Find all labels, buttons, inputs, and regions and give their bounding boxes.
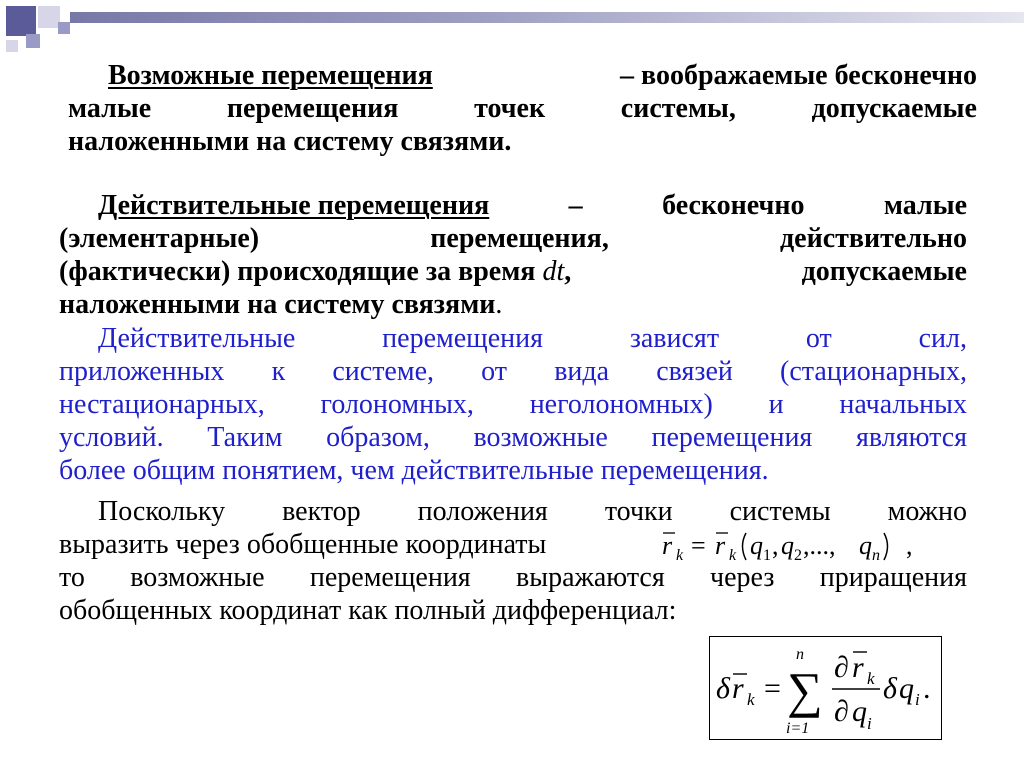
sum-upper-limit: n	[796, 646, 804, 663]
symbol-q: q	[750, 531, 763, 560]
word: перемещения	[651, 422, 813, 453]
word: от	[805, 323, 832, 354]
equals-sign: =	[691, 531, 706, 560]
p3-line-4	[59, 421, 967, 454]
position-vector-formula	[660, 526, 960, 571]
word: являются	[855, 422, 967, 453]
p2-line-3	[59, 255, 967, 288]
subscript-k: k	[867, 669, 875, 688]
word: точек	[474, 93, 546, 124]
word: допускаемые	[801, 256, 967, 287]
p1-line-2	[68, 92, 977, 125]
p2-line-4: наложенными на систему связями.	[59, 289, 503, 320]
word: можно	[887, 496, 967, 527]
variable-dt: dt	[542, 256, 565, 287]
symbol-r: r	[852, 651, 864, 684]
word: системы	[729, 496, 831, 527]
word: условий.	[59, 422, 164, 453]
symbol-r: r	[715, 531, 726, 560]
word: действительно	[780, 223, 967, 254]
subscript-i: i	[867, 714, 872, 733]
p2-line-1	[59, 189, 967, 222]
word: перемещения	[309, 562, 471, 593]
period: .	[923, 672, 931, 705]
word: то	[59, 562, 85, 593]
word: неголономных)	[529, 389, 713, 420]
word: зависят	[629, 323, 720, 354]
word: связей	[656, 356, 733, 387]
term-actual-displacements: Действительные перемещения	[98, 190, 490, 221]
subscript-n: n	[872, 547, 880, 564]
total-differential-formula-box	[709, 636, 942, 740]
ellipsis: ,...,	[803, 531, 836, 560]
header-square-large	[6, 6, 36, 36]
word: малые	[883, 190, 967, 221]
word: через	[710, 562, 775, 593]
equals-sign: =	[764, 672, 781, 705]
word: перемещения	[226, 93, 399, 124]
text: (фактически) происходящие за время	[59, 256, 536, 287]
word: к	[271, 356, 286, 387]
p3-line-1	[59, 322, 967, 355]
word: системы,	[620, 93, 736, 124]
word: выражаются	[516, 562, 665, 593]
p4-line-1	[59, 495, 967, 528]
word: нестационарных,	[59, 389, 265, 420]
word: Таким	[207, 422, 283, 453]
term-possible-displacements: Возможные перемещения	[108, 60, 433, 91]
symbol-r: r	[662, 531, 673, 560]
word: голономных,	[320, 389, 474, 420]
p4-line-4: обобщенных координат как полный дифференциал:	[59, 595, 677, 626]
header-bar	[70, 12, 1024, 23]
header-square-mid	[58, 22, 70, 34]
word: начальных	[839, 389, 967, 420]
p1-line-1	[68, 59, 977, 92]
subscript-k: k	[676, 547, 684, 564]
right-paren	[884, 533, 888, 560]
partial-symbol: ∂	[834, 695, 849, 728]
word: системе,	[332, 356, 435, 387]
word: малые	[68, 93, 152, 124]
word: (элементарные)	[59, 223, 260, 254]
word: Поскольку	[98, 496, 226, 527]
p3-line-3	[59, 388, 967, 421]
trailing-comma: ,	[906, 531, 913, 560]
symbol-q: q	[781, 531, 794, 560]
word: перемещения,	[430, 223, 609, 254]
word: приращения	[819, 562, 967, 593]
p2-line-2	[59, 222, 967, 255]
subscript-k: k	[729, 547, 737, 564]
p1-line-3: наложенными на систему связями.	[68, 126, 512, 157]
word: возможные	[473, 422, 608, 453]
text: наложенными на систему связями	[59, 289, 496, 320]
sum-lower-limit: i=1	[786, 720, 810, 737]
sum-sign: ∑	[787, 662, 823, 718]
word: приложенных	[59, 356, 225, 387]
word: от	[481, 356, 508, 387]
word: –	[568, 190, 583, 221]
word: бесконечно	[662, 190, 805, 221]
word: образом,	[326, 422, 430, 453]
definition-actual-displacements	[59, 189, 967, 321]
word: возможные	[130, 562, 265, 593]
definition-possible-displacements	[68, 59, 977, 158]
symbol-r: r	[732, 672, 744, 705]
subscript-k: k	[747, 690, 755, 709]
position-vector-formula-svg	[660, 526, 960, 566]
actual-displacements-dependence	[59, 322, 967, 487]
p4-line-2: выразить через обобщенные координаты	[59, 529, 547, 560]
word: перемещения	[382, 323, 543, 354]
total-differential-formula-svg	[710, 637, 941, 739]
word: (стационарных,	[780, 356, 967, 387]
p1-line1-rest: – воображаемые бесконечно	[620, 60, 977, 91]
subscript-i: i	[915, 690, 920, 709]
p2-line3-a: (фактически) происходящие за время dt,	[59, 256, 572, 287]
word: и	[768, 389, 784, 420]
left-paren	[743, 533, 747, 560]
p3-line-5: более общим понятием, чем действительные перемещения.	[59, 455, 769, 486]
symbol-q: q	[899, 672, 914, 705]
word: положения	[417, 496, 548, 527]
word: допускаемые	[811, 93, 977, 124]
word: вида	[554, 356, 610, 387]
comma: ,	[772, 531, 779, 560]
delta-symbol: δ	[716, 672, 730, 705]
delta-symbol: δ	[883, 672, 897, 705]
subscript-1: 1	[763, 547, 771, 564]
word: точки	[604, 496, 673, 527]
word: вектор	[282, 496, 361, 527]
subscript-2: 2	[794, 547, 802, 564]
header-square-small	[26, 34, 40, 48]
symbol-q: q	[852, 695, 867, 728]
p3-line-2	[59, 355, 967, 388]
partial-symbol: ∂	[834, 651, 849, 684]
word: Действительные	[98, 323, 296, 354]
symbol-q: q	[859, 531, 872, 560]
header-square-light-small	[6, 40, 18, 52]
header-square-light	[38, 6, 60, 28]
word: сил,	[918, 323, 967, 354]
